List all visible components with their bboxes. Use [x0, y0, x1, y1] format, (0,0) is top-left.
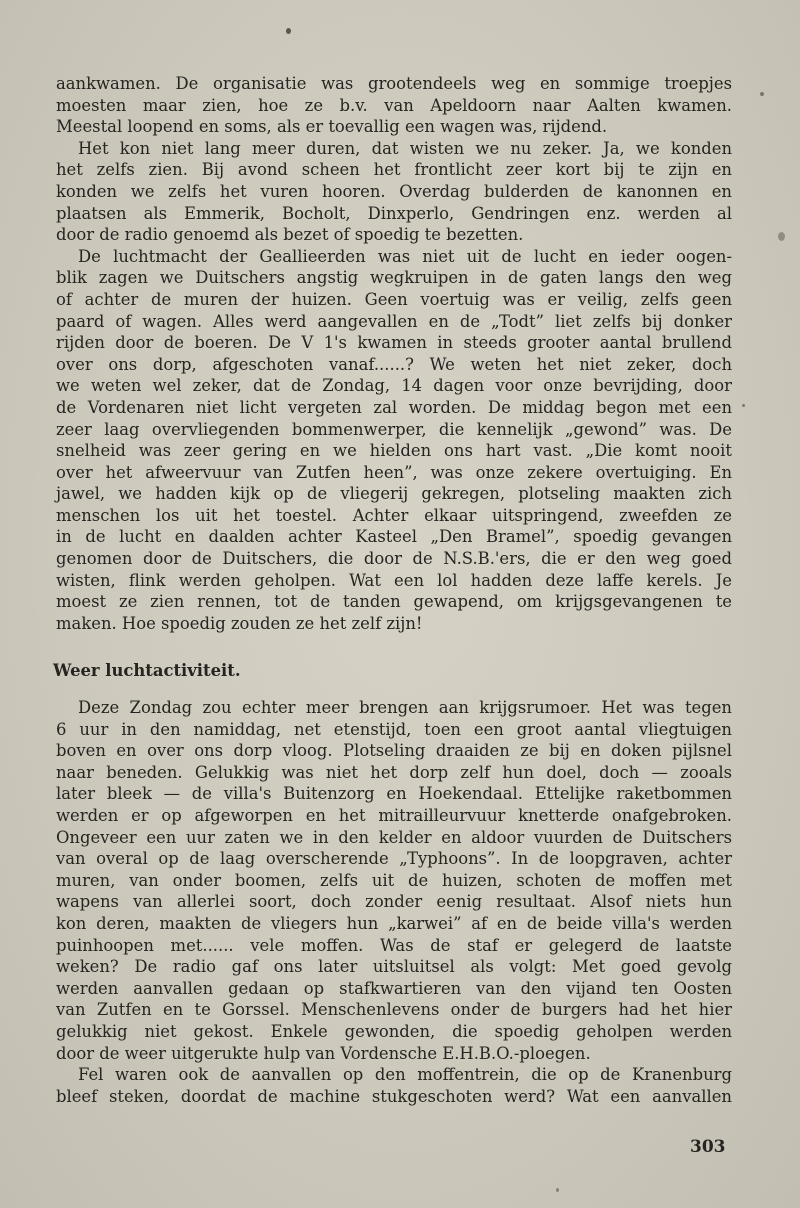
text-line: in de lucht en daalden achter Kasteel „Den Bramel”, spoedig gevangen	[56, 527, 732, 547]
text-line: wapens van allerlei soort, doch zonder eenig resultaat. Alsof niets hun	[56, 892, 732, 912]
text-line: snelheid was zeer gering en we hielden ons hart vast. „Die komt nooit	[56, 441, 732, 461]
text-line: werden er op afgeworpen en het mitrailleurvuur knetterde onafgebroken.	[56, 805, 732, 825]
text-line: het zelfs zien. Bij avond scheen het frontlicht zeer kort bij te zijn en	[56, 160, 732, 180]
paper-speck	[760, 92, 764, 96]
text-line: gelukkig niet gekost. Enkele gewonden, die spoedig geholpen werden	[56, 1021, 732, 1041]
text-line: paard of wagen. Alles werd aangevallen en de „Todt” liet zelfs bij donker	[56, 311, 732, 331]
text-line: plaatsen als Emmerik, Bocholt, Dinxperlo, Gendringen enz. werden al	[56, 203, 732, 223]
text-line: rijden door de boeren. De V 1's kwamen in steeds grooter aantal brullend	[56, 333, 732, 353]
body-text-section-1	[56, 73, 732, 634]
text-line: wisten, flink werden geholpen. Wat een lol hadden deze laffe kerels. Je	[56, 570, 732, 590]
text-line: naar beneden. Gelukkig was niet het dorp zelf hun doel, doch — zooals	[56, 762, 732, 782]
text-line: maken. Hoe spoedig zouden ze het zelf zijn!	[56, 613, 423, 633]
paper-speck	[778, 232, 785, 241]
text-line: of achter de muren der huizen. Geen voertuig was er veilig, zelfs geen	[56, 289, 732, 309]
text-line: 6 uur in den namiddag, net etenstijd, toen een groot aantal vliegtuigen	[56, 719, 732, 739]
text-line: moest ze zien rennen, tot de tanden gewapend, om krijgsgevangenen te	[56, 592, 732, 612]
text-line: Fel waren ook de aanvallen op den moffentrein, die op de Kranenburg	[78, 1065, 732, 1085]
text-line: boven en over ons dorp vloog. Plotseling draaiden ze bij en doken pijlsnel	[56, 741, 732, 761]
text-line: aankwamen. De organisatie was grootendeels weg en sommige troepjes	[56, 74, 732, 93]
text-line: bleef steken, doordat de machine stukgeschoten werd? Wat een aanvallen	[56, 1086, 732, 1106]
text-line: puinhoopen met...... vele moffen. Was de staf er gelegerd de laatste	[56, 935, 732, 955]
paper-speck	[742, 404, 745, 407]
text-line: over ons dorp, afgeschoten vanaf......? We weten het niet zeker, doch	[56, 354, 732, 374]
text-line: Deze Zondag zou echter meer brengen aan krijgsrumoer. Het was tegen	[78, 698, 732, 717]
text-line: door de radio genoemd als bezet of spoedig te bezetten.	[56, 225, 524, 245]
text-line: jawel, we hadden kijk op de vliegerij gekregen, plotseling maakten zich	[56, 484, 732, 504]
text-line: we weten wel zeker, dat de Zondag, 14 dagen voor onze bevrijding, door	[56, 376, 732, 396]
text-line: Het kon niet lang meer duren, dat wisten we nu zeker. Ja, we konden	[78, 138, 732, 158]
text-line: later bleek — de villa's Buitenzorg en Hoekendaal. Ettelijke raketbommen	[56, 784, 732, 804]
paper-speck	[286, 28, 291, 34]
text-line: Ongeveer een uur zaten we in den kelder en aldoor vuurden de Duitschers	[56, 827, 732, 847]
text-line: genomen door de Duitschers, die door de N.S.B.'ers, die er den weg goed	[56, 549, 732, 569]
text-line: de Vordenaren niet licht vergeten zal worden. De middag begon met een	[56, 397, 732, 417]
text-line: De luchtmacht der Geallieerden was niet uit de lucht en ieder oogen-	[78, 246, 732, 266]
text-line: muren, van onder boomen, zelfs uit de huizen, schoten de moffen met	[56, 870, 732, 890]
paper-speck	[556, 1188, 559, 1192]
page-number: 303	[690, 1137, 726, 1157]
text-line: van Zutfen en te Gorssel. Menschenlevens onder de burgers had het hier	[56, 1000, 732, 1020]
text-line: weken? De radio gaf ons later uitsluitsel als volgt: Met goed gevolg	[56, 957, 732, 977]
text-line: menschen los uit het toestel. Achter elkaar uitspringend, zweefden ze	[56, 505, 732, 525]
text-line: kon deren, maakten de vliegers hun „karwei” af en de beide villa's werden	[56, 913, 732, 933]
body-text-section-2	[56, 697, 732, 1107]
section-heading: Weer luchtactiviteit.	[53, 661, 241, 680]
text-line: door de weer uitgerukte hulp van Vordensche E.H.B.O.-ploegen.	[56, 1043, 591, 1063]
text-line: zeer laag overvliegenden bommenwerper, die kennelijk „gewond” was. De	[56, 419, 732, 439]
text-line: werden aanvallen gedaan op stafkwartieren van den vijand ten Oosten	[56, 978, 732, 998]
text-line: moesten maar zien, hoe ze b.v. van Apeldoorn naar Aalten kwamen.	[56, 95, 732, 115]
text-line: konden we zelfs het vuren hooren. Overdag bulderden de kanonnen en	[56, 181, 732, 201]
text-line: van overal op de laag overscherende „Typhoons”. In de loopgraven, achter	[56, 849, 732, 869]
text-line: Meestal loopend en soms, als er toevallig een wagen was, rijdend.	[56, 117, 608, 137]
text-line: blik zagen we Duitschers angstig wegkruipen in de gaten langs den weg	[56, 268, 732, 288]
text-line: over het afweervuur van Zutfen heen”, was onze zekere overtuiging. En	[56, 462, 732, 482]
